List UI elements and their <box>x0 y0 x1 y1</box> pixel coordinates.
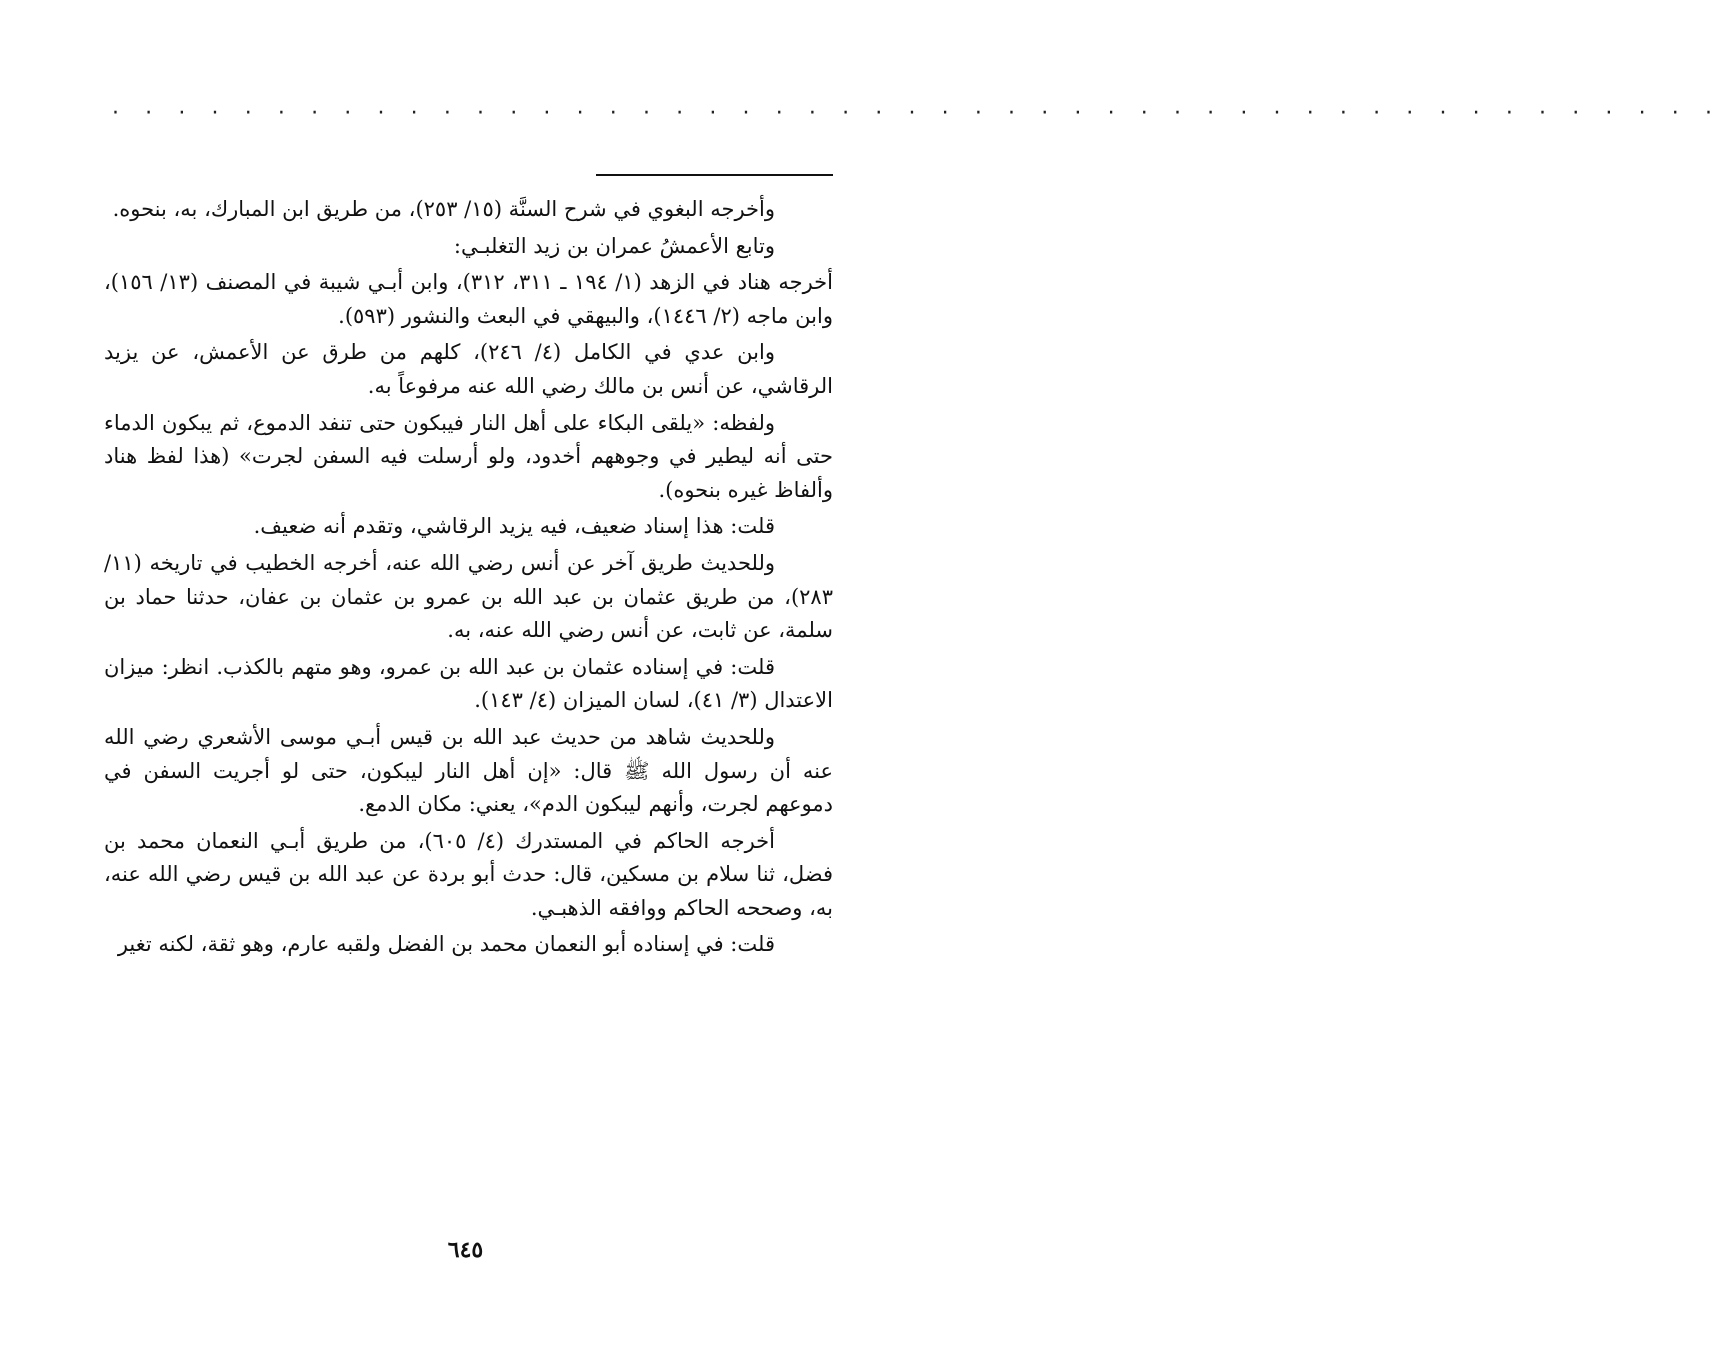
footnote-paragraph: وابن عدي في الكامل (٤/ ٢٤٦)، كلهم من طرق عن الأعمش، عن يزيد الرقاشي، عن أنس بن مالك رضي الله عنه مرفوعاً به. <box>104 340 833 398</box>
dotted-separator: · · · · · · · · · · · · · · · · · · · · · · · · · · · · · · · · · · · · · · · · · · · · · · · · · <box>112 101 1722 126</box>
footnote-paragraph: أخرجه هناد في الزهد (١/ ١٩٤ ـ ٣١١، ٣١٢)، وابن أبـي شيبة في المصنف (١٣/ ١٥٦)، وابن ماجه (٢/ ١٤٤٦)، والبيهقي في البعث والنشور (٥٩٣). <box>104 270 833 328</box>
footnote-paragraph: وللحديث شاهد من حديث عبد الله بن قيس أبـي موسى الأشعري رضي الله عنه أن رسول الله ﷺ قال: «إن أهل النار ليبكون، حتى لو أجريت السفن في دموعهم لجرت، وأنهم ليبكون الدم»، يعني: مكان الدمع. <box>104 724 833 817</box>
page-number: ٦٤٥ <box>447 1237 484 1263</box>
footnote-paragraph: وأخرجه البغوي في شرح السنَّة (١٥/ ٢٥٣)، من طريق ابن المبارك، به، بنحوه. <box>112 197 775 221</box>
footnote-paragraph: قلت: في إسناده أبو النعمان محمد بن الفضل ولقبه عارم، وهو ثقة، لكنه تغير <box>117 932 775 957</box>
footnote-body <box>104 193 833 965</box>
footnote-paragraph: أخرجه الحاكم في المستدرك (٤/ ٦٠٥)، من طريق أبـي النعمان محمد بن فضل، ثنا سلام بن مسكين، قال: حدث أبو بردة عن عبد الله بن قيس رضي الله عنه، به، وصححه الحاكم ووافقه الذهبـي. <box>104 828 833 920</box>
footnote-paragraph: قلت: في إسناده عثمان بن عبد الله بن عمرو، وهو متهم بالكذب. انظر: ميزان الاعتدال (٣/ ٤١)، لسان الميزان (٤/ ١٤٣). <box>104 654 833 713</box>
footnote-paragraph: وتابع الأعمشُ عمران بن زيد التغلبـي: <box>453 233 775 258</box>
footnote-paragraph: ولفظه: «يلقى البكاء على أهل النار فيبكون حتى تنفد الدموع، ثم يبكون الدماء حتى أنه ليطير في وجوههم أخدود، ولو أرسلت فيه السفن لجرت» (هذا لفظ هناد وألفاظ غيره بنحوه). <box>104 410 833 502</box>
footnote-rule <box>596 174 833 176</box>
footnote-paragraph: قلت: هذا إسناد ضعيف، فيه يزيد الرقاشي، وتقدم أنه ضعيف. <box>253 514 775 539</box>
footnote-paragraph: وللحديث طريق آخر عن أنس رضي الله عنه، أخرجه الخطيب في تاريخه (١١/ ٢٨٣)، من طريق عثمان بن عبد الله بن عمرو بن عثمان بن عفان، حدثنا حماد بن سلمة، عن ثابت، عن أنس رضي الله عنه، به. <box>104 550 833 643</box>
